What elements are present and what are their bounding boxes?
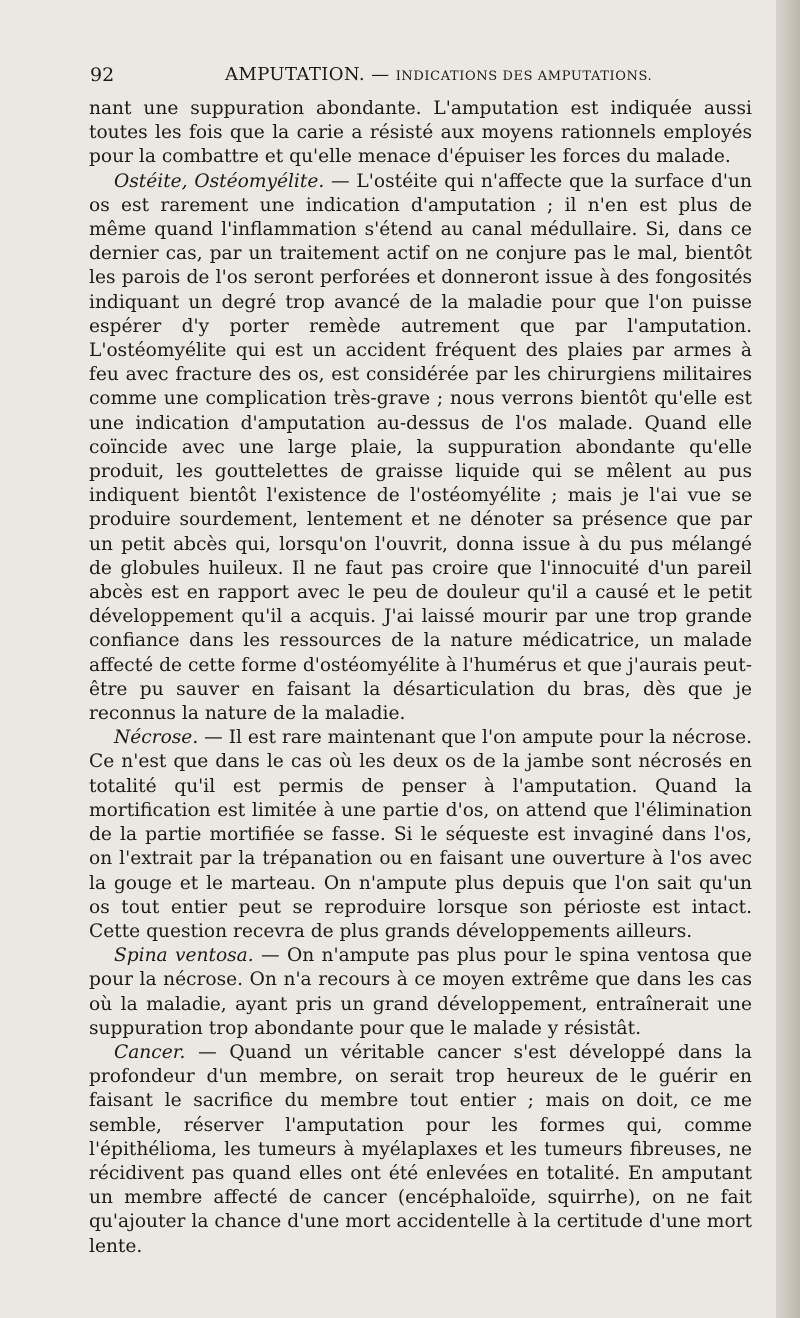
running-header [90,64,750,88]
paragraph-text: — L'ostéite qui n'affecte que la surface d'un os est rarement une indication d'amputation ; il n'en est plus de même quand l'inflammation s'étend au canal médullaire. Si, dans ce dernier cas, par un traitement actif on ne conjure pas le mal, bientôt les parois de l'os seront perforées et donneront issue à des fongosités indiquant un degré trop avancé de la maladie pour que l'on puisse espérer d'y porter remède autrement que par l'amputation. L'ostéomyélite qui est un accident fréquent des plaies par armes à feu avec fracture des os, est considérée par les chirurgiens militaires comme une complication très-grave ; nous verrons bientôt qu'elle est une indication d'amputation au-dessus de l'os malade. Quand elle coïncide avec une large plaie, la suppuration abondante qu'elle produit, les gouttelettes de graisse liquide qui se mêlent au pus indiquent bientôt l'existence de l'ostéomyélite ; mais je l'ai vue se produire sourdement, lentement et ne dénoter sa présence que par un petit abcès qui, lorsqu'on l'ouvrit, donna issue à du pus mélangé de globules huileux. Il ne faut pas croire que l'innocuité d'un pareil abcès est en rapport avec le peu de douleur qu'il a causé et le petit développement qu'il a acquis. J'ai laissé mourir par une trop grande confiance dans les ressources de la nature médicatrice, un malade affecté de cette forme d'ostéomyélite à l'humérus et que j'aurais peut-être pu sauver en faisant la désarticulation du bras, dès que je reconnus la nature de la maladie. [89,170,752,725]
body-text [89,97,752,1259]
paragraph-spina-ventosa [89,944,752,1041]
header-subtitle: INDICATIONS DES AMPUTATIONS. [395,69,653,84]
page-number: 92 [90,64,115,86]
paragraph-lead: Cancer. [114,1041,186,1063]
paragraph-carie [89,97,752,170]
header-dash: — [365,64,396,85]
paragraph-cancer [89,1041,752,1259]
paragraph-text: — Quand un véritable cancer s'est développé dans la profondeur d'un membre, on serait trop heureux de le guérir en faisant le sacrifice du membre tout entier ; mais on doit, ce me semble, réserver l'amputation pour les formes qui, comme l'épithélioma, les tumeurs à myélaplaxes et les tumeurs fibreuses, ne récidivent pas quand elles ont été enlevées en totalité. En amputant un membre affecté de cancer (encéphaloïde, squirrhe), on ne fait qu'ajouter la chance d'une mort accidentelle à la certitude d'une mort lente. [89,1041,752,1257]
paragraph-text: — Il est rare maintenant que l'on ampute pour la nécrose. Ce n'est que dans le cas où les deux os de la jambe sont nécrosés en totalité qu'il est permis de penser à l'amputation. Quand la mortification est limitée à une partie d'os, on attend que l'élimination de la partie mortifiée se fasse. Si le séqueste est invaginé dans l'os, on l'extrait par la trépanation ou en faisant une ouverture à l'os avec la gouge et le marteau. On n'ampute plus depuis que l'on sait qu'un os tout entier peut se reproduire lorsque son périoste est intact. Cette question recevra de plus grands développements ailleurs. [89,727,752,942]
paragraph-text: nant une suppuration abondante. L'amputation est indiquée aussi toutes les fois que la carie a résisté aux moyens rationnels employés pour la combattre et qu'elle menace d'épuiser les forces du malade. [89,98,752,168]
paragraph-necrose [89,726,752,944]
paragraph-lead: Spina ventosa. [114,945,254,967]
paragraph-osteite [89,170,752,727]
paragraph-text: — On n'ampute pas plus pour le spina ventosa que pour la nécrose. On n'a recours à ce moyen extrême que dans les cas où la maladie, ayant pris un grand développement, entraînerait une suppuration trop abondante pour que le malade y résistât. [89,945,752,1039]
paragraph-lead: Nécrose. [114,727,199,749]
header-title: AMPUTATION. [225,64,366,85]
page-edge [776,0,800,1318]
running-title [225,64,652,85]
paragraph-lead: Ostéite, Ostéomyélite. [114,170,325,192]
